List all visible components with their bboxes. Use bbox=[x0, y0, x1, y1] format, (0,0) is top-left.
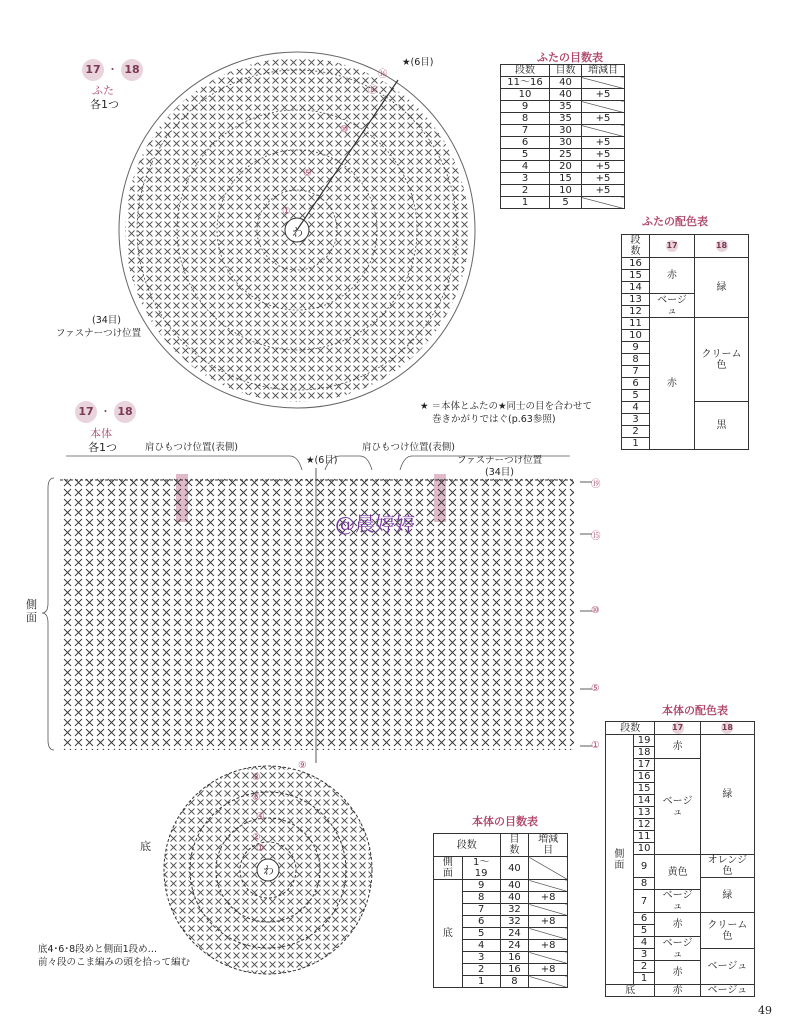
col-header: 17 bbox=[650, 235, 695, 258]
table-cell: 4 bbox=[462, 940, 500, 952]
col-header: 段数 bbox=[434, 834, 501, 857]
table-cell: 赤 bbox=[655, 735, 700, 759]
table-cell: 1〜19 bbox=[462, 857, 500, 880]
table-cell bbox=[529, 904, 568, 916]
table-cell: 3 bbox=[633, 949, 655, 961]
table-cell: ベージュ bbox=[700, 985, 754, 997]
table-cell: 9 bbox=[501, 101, 550, 113]
table-row bbox=[501, 101, 625, 113]
col-header: 目数 bbox=[500, 834, 529, 857]
table-cell: 19 bbox=[633, 735, 655, 747]
table-cell: 5 bbox=[501, 149, 550, 161]
table-cell: 10 bbox=[622, 330, 650, 342]
star-note-line2: 巻きかがりではぐ(p.63参照) bbox=[432, 414, 556, 425]
table-cell: 25 bbox=[550, 149, 582, 161]
col-header: 段数 bbox=[606, 722, 655, 735]
table-cell: 2 bbox=[622, 426, 650, 438]
lid-zipper-label: ファスナーつけ位置 bbox=[56, 328, 142, 339]
table-row bbox=[622, 318, 749, 330]
table-cell: 9 bbox=[622, 342, 650, 354]
table-cell: 18 bbox=[633, 747, 655, 759]
lid-center-ring: わ bbox=[292, 226, 303, 239]
table-row bbox=[501, 197, 625, 209]
table-cell: 8 bbox=[501, 113, 550, 125]
round-marker: ⑮ bbox=[591, 531, 601, 542]
body-color-table-title: 本体の配色表 bbox=[662, 704, 728, 717]
table-cell: 24 bbox=[500, 928, 529, 940]
lid-count-table bbox=[500, 64, 625, 209]
col-header: 段数 bbox=[622, 235, 650, 258]
table-cell: 13 bbox=[622, 294, 650, 306]
table-cell: 7 bbox=[633, 890, 655, 913]
table-cell: 7 bbox=[462, 904, 500, 916]
table-row bbox=[606, 735, 755, 747]
col-header: 増減目 bbox=[581, 65, 624, 77]
body-zipper-label: ファスナーつけ位置 bbox=[457, 455, 543, 466]
table-cell: 35 bbox=[550, 113, 582, 125]
table-cell: 14 bbox=[622, 282, 650, 294]
table-cell: 5 bbox=[462, 928, 500, 940]
table-cell: 10 bbox=[550, 185, 582, 197]
pattern-number-badge: 17 bbox=[75, 401, 97, 423]
body-count-table-title: 本体の目数表 bbox=[472, 815, 538, 828]
table-cell: 緑 bbox=[700, 878, 754, 913]
table-cell: オレンジ色 bbox=[700, 855, 754, 878]
table-cell: 赤 bbox=[650, 258, 695, 294]
table-cell: 6 bbox=[501, 137, 550, 149]
round-marker: ④ bbox=[256, 811, 265, 822]
table-cell: 4 bbox=[622, 402, 650, 414]
table-cell: 11 bbox=[633, 831, 655, 843]
table-cell bbox=[529, 976, 568, 988]
lid-zipper-count: (34目) bbox=[92, 315, 122, 326]
table-cell: クリーム色 bbox=[695, 318, 749, 402]
col-header: 目数 bbox=[550, 65, 582, 77]
table-row bbox=[501, 125, 625, 137]
lid-quantity: 各1つ bbox=[90, 98, 119, 111]
table-cell: 17 bbox=[633, 759, 655, 771]
table-cell: 6 bbox=[462, 916, 500, 928]
col-header: 18 bbox=[700, 722, 754, 735]
table-cell bbox=[529, 952, 568, 964]
body-color-table bbox=[605, 721, 755, 997]
round-marker: ⑨ bbox=[298, 760, 307, 771]
body-side-chart bbox=[40, 448, 600, 763]
star-note-line1: ★ ＝本体とふたの★同士の目を合わせて bbox=[420, 401, 593, 412]
table-cell: クリーム色 bbox=[700, 913, 754, 949]
table-cell bbox=[529, 857, 568, 880]
table-cell: 20 bbox=[550, 161, 582, 173]
table-cell: 5 bbox=[550, 197, 582, 209]
table-cell: 7 bbox=[501, 125, 550, 137]
table-cell: +5 bbox=[581, 173, 624, 185]
round-marker: ⑮ bbox=[368, 85, 378, 96]
table-cell: 黒 bbox=[695, 402, 749, 450]
table-cell: 16 bbox=[500, 952, 529, 964]
round-marker: ① bbox=[591, 740, 600, 751]
table-row bbox=[606, 985, 755, 997]
bottom-label: 底 bbox=[140, 840, 151, 853]
table-cell: 24 bbox=[500, 940, 529, 952]
body-zipper-count: (34目) bbox=[485, 467, 515, 478]
table-cell: 赤 bbox=[655, 985, 700, 997]
table-cell: 16 bbox=[622, 258, 650, 270]
table-cell: 9 bbox=[633, 855, 655, 878]
table-cell: 緑 bbox=[695, 258, 749, 318]
table-cell: 赤 bbox=[655, 913, 700, 937]
table-cell: 16 bbox=[500, 964, 529, 976]
lid-title: ふた bbox=[92, 84, 114, 97]
table-cell: 40 bbox=[500, 892, 529, 904]
table-cell: 2 bbox=[462, 964, 500, 976]
table-cell: 40 bbox=[550, 89, 582, 101]
col-header: 18 bbox=[695, 235, 749, 258]
table-cell: 40 bbox=[500, 857, 529, 880]
col-header: 増減目 bbox=[529, 834, 568, 857]
table-cell: +5 bbox=[581, 185, 624, 197]
side-label: 側面 bbox=[26, 598, 37, 624]
table-row bbox=[434, 880, 568, 892]
round-marker: ⑤ bbox=[303, 168, 312, 179]
round-marker: ⑩ bbox=[591, 605, 600, 616]
table-cell: 9 bbox=[462, 880, 500, 892]
watermark: @晨婷婷 bbox=[335, 512, 415, 536]
table-cell: 13 bbox=[633, 807, 655, 819]
body-title: 本体 bbox=[90, 427, 112, 440]
table-cell: 3 bbox=[622, 414, 650, 426]
round-marker: ⑧ bbox=[252, 772, 261, 783]
table-cell: 側面 bbox=[606, 735, 634, 985]
bottom-note-line2: 前々段のこま編みの頭を拾って編む bbox=[38, 957, 191, 968]
table-row bbox=[434, 857, 568, 880]
table-cell: 8 bbox=[633, 878, 655, 890]
table-cell: 赤 bbox=[655, 961, 700, 985]
table-cell: 6 bbox=[622, 378, 650, 390]
table-cell: 底 bbox=[434, 880, 463, 988]
table-cell: 40 bbox=[500, 880, 529, 892]
table-cell: 底 bbox=[606, 985, 655, 997]
table-cell: +5 bbox=[581, 113, 624, 125]
round-marker: ① bbox=[256, 843, 265, 854]
table-cell: 4 bbox=[501, 161, 550, 173]
round-marker: ② bbox=[252, 832, 261, 843]
round-marker: ① bbox=[282, 206, 291, 217]
bottom-note-line1: 底4･6･8段めと側面1段め… bbox=[38, 944, 158, 955]
body-quantity: 各1つ bbox=[88, 441, 117, 454]
table-cell: 7 bbox=[622, 366, 650, 378]
table-cell: 8 bbox=[462, 892, 500, 904]
table-cell: 35 bbox=[550, 101, 582, 113]
table-cell: 8 bbox=[622, 354, 650, 366]
table-cell: 12 bbox=[633, 819, 655, 831]
table-cell: +5 bbox=[581, 149, 624, 161]
table-cell: 3 bbox=[462, 952, 500, 964]
table-cell: 11〜16 bbox=[501, 77, 550, 89]
table-cell: 4 bbox=[633, 937, 655, 949]
table-row bbox=[501, 89, 625, 101]
body-title-badges bbox=[75, 400, 136, 423]
table-row bbox=[501, 149, 625, 161]
table-cell: 32 bbox=[500, 916, 529, 928]
page-number: 49 bbox=[758, 1004, 772, 1017]
table-cell: 6 bbox=[633, 913, 655, 925]
table-cell: 5 bbox=[633, 925, 655, 937]
col-header: 17 bbox=[655, 722, 700, 735]
round-marker: ⑲ bbox=[591, 479, 601, 490]
table-cell: 15 bbox=[622, 270, 650, 282]
bottom-center-ring: わ bbox=[263, 864, 274, 877]
table-cell: 30 bbox=[550, 137, 582, 149]
table-cell: 黄色 bbox=[655, 855, 700, 890]
table-cell: +8 bbox=[529, 964, 568, 976]
strap-position-right: 肩ひもつけ位置(表側) bbox=[362, 442, 455, 453]
table-cell: 15 bbox=[633, 783, 655, 795]
table-cell bbox=[581, 125, 624, 137]
table-row bbox=[622, 258, 749, 270]
pattern-number-badge: 17 bbox=[82, 59, 104, 81]
table-cell: 12 bbox=[622, 306, 650, 318]
body-count-table bbox=[433, 833, 568, 988]
table-cell: 10 bbox=[633, 843, 655, 855]
table-cell bbox=[529, 928, 568, 940]
table-cell: 1 bbox=[501, 197, 550, 209]
round-marker: ⑤ bbox=[591, 683, 600, 694]
separator: ・ bbox=[107, 63, 118, 76]
table-cell: 32 bbox=[500, 904, 529, 916]
table-cell: 16 bbox=[633, 771, 655, 783]
table-cell: 緑 bbox=[700, 735, 754, 855]
table-cell: +5 bbox=[581, 161, 624, 173]
table-cell: 2 bbox=[501, 185, 550, 197]
table-row bbox=[501, 173, 625, 185]
table-cell: 11 bbox=[622, 318, 650, 330]
table-cell: 5 bbox=[622, 390, 650, 402]
table-cell: 10 bbox=[501, 89, 550, 101]
round-marker: ⑥ bbox=[252, 792, 261, 803]
table-cell: ベージュ bbox=[655, 759, 700, 855]
table-cell: ベージュ bbox=[650, 294, 695, 318]
pattern-number-badge: 18 bbox=[114, 401, 136, 423]
table-cell: 30 bbox=[550, 125, 582, 137]
table-cell: 1 bbox=[633, 973, 655, 985]
table-row bbox=[501, 185, 625, 197]
body-star-label: ★(6目) bbox=[306, 455, 338, 466]
table-cell: ベージュ bbox=[655, 890, 700, 913]
table-cell: 8 bbox=[500, 976, 529, 988]
table-cell: 1 bbox=[622, 438, 650, 450]
table-cell: +8 bbox=[529, 892, 568, 904]
table-row bbox=[501, 137, 625, 149]
lid-color-table-title: ふたの配色表 bbox=[642, 215, 708, 228]
table-row bbox=[501, 113, 625, 125]
table-cell bbox=[581, 197, 624, 209]
table-cell: 3 bbox=[501, 173, 550, 185]
table-cell bbox=[581, 101, 624, 113]
table-cell: 赤 bbox=[650, 318, 695, 450]
separator: ・ bbox=[100, 405, 111, 418]
table-cell: 15 bbox=[550, 173, 582, 185]
table-cell bbox=[581, 77, 624, 89]
round-marker: ⑯ bbox=[378, 69, 388, 80]
table-cell: ベージュ bbox=[700, 949, 754, 985]
table-row bbox=[501, 161, 625, 173]
lid-star-label: ★(6目) bbox=[402, 57, 434, 68]
table-cell: 40 bbox=[550, 77, 582, 89]
pattern-number-badge: 18 bbox=[121, 59, 143, 81]
strap-position-left: 肩ひもつけ位置(表側) bbox=[145, 442, 238, 453]
table-cell: 2 bbox=[633, 961, 655, 973]
table-cell bbox=[529, 880, 568, 892]
lid-count-table-title: ふたの目数表 bbox=[537, 51, 603, 64]
table-cell: ベージュ bbox=[655, 937, 700, 961]
table-row bbox=[501, 77, 625, 89]
table-cell: 側面 bbox=[434, 857, 463, 880]
col-header: 段数 bbox=[501, 65, 550, 77]
table-cell: +8 bbox=[529, 940, 568, 952]
table-cell: 14 bbox=[633, 795, 655, 807]
table-cell: +8 bbox=[529, 916, 568, 928]
lid-color-table bbox=[621, 234, 749, 450]
table-cell: +5 bbox=[581, 137, 624, 149]
round-marker: ⑩ bbox=[340, 124, 349, 135]
table-cell: +5 bbox=[581, 89, 624, 101]
table-cell: 1 bbox=[462, 976, 500, 988]
